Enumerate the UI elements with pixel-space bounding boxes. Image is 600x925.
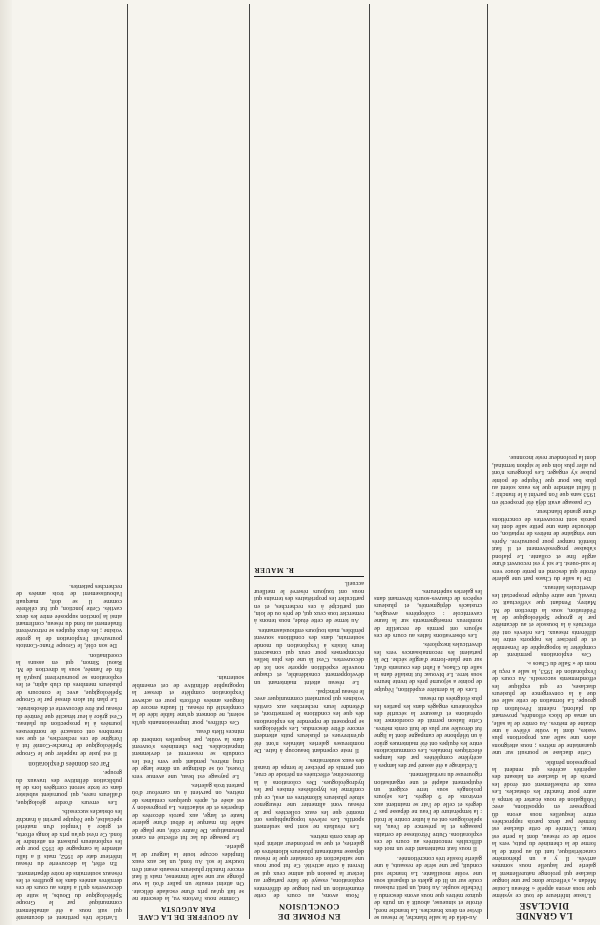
col1-paragraph: Ce passage avait déjà été prospecté en 1953 sans que l'on parvînt à le franchir ; il fallut attendre que les eaux soient au plus bas pour que l'équipe de pointe puisse s'y engager. Les plongeurs n'ont pu aller plus loin que le siphon terminal, dont la profondeur reste inconnue. [492,454,596,506]
col3-paragraph: Nous avons, au cours de cette énumération un peu longue de différentes explorations, essayé de faire partager au lecteur la passion qui anime ceux qui se livrent à cette activité. Ce fut pour nous une satisfaction de constater que le réseau dépasse maintenant plusieurs kilomètres de galeries, et que sa profondeur atteint près de deux cents mètres. [254,832,364,899]
col1-paragraph: Cette diaclase se poursuit sur une quarantaine de mètres ; nous atteignons alors une salle aux proportions plus vastes, dont la voûte s'élève à une dizaine de mètres. Au centre de la salle, un amas de blocs effondrés, provenant du plafond, ralentit l'évolution du groupe. La formation de cette salle est due à la convergence de plusieurs diaclases, ce qui explique les effondrements successifs. Au cours de l'exploration de 1953, la salle a reçu le nom de « Salle du Chaos ». [492,660,596,757]
col5-paragraph: En effet, la découverte du réseau inférieur date de 1952, mais il a fallu attendre la campagne de 1953 pour que les explorateurs puissent en atteindre le fond. Ce n'est qu'au prix de longs efforts, et grâce à l'emploi d'un matériel spécialisé, que l'équipe parvint à franchir les obstacles successifs. [16,808,122,868]
col1-paragraph: De la salle du Chaos part une galerie étroite qui descend en pente douce vers le sud-ouest. Le sol y est recouvert d'une argile fine et collante. Le plafond s'abaisse progressivement et il faut bientôt ramper pour poursuivre. Après une vingtaine de mètres de reptation, on débouche dans une petite salle dont les parois sont recouvertes de concrétions d'une grande blancheur. [492,508,596,582]
col2-paragraph: L'éclairage a été assuré par des lampes à acétylène complétées par des lampes électriques frontales. Les communications entre les équipes ont été maintenues grâce à un téléphone de campagne dont la ligne fut déroulée sur plus de huit cents mètres. Cette liaison permit de coordonner les opérations et d'assurer la sécurité des explorateurs engagés dans les parties les plus éloignées du réseau. [374,695,482,769]
col2-paragraph: Il nous faut maintenant dire un mot des difficultés rencontrées au cours de ces explorations. Outre l'étroitesse de certains passages et la présence de l'eau, les spéléologues ont eu à lutter contre le froid : la température de l'eau ne dépasse pas 7 degrés et celle de l'air se maintient aux environs de 9 degrés. Les séjours prolongés sous terre exigent un équipement adapté et une organisation rigoureuse du ravitaillement. [374,771,482,853]
col4-paragraph: Comme nous l'avions vu, la descente ne se fait qu'au prix d'une escalade délicate. On atteint ensuite un palier d'où la vue plonge sur une salle immense, mais il faut encore franchir plusieurs ressauts avant d'en toucher le sol. Au fond, un lac aux eaux limpides occupe toute la largeur de la galerie. [132,843,244,903]
author-signature: R. MAUER [254,565,294,574]
section-heading-augusta: AU GOUFFRE DE LA CAVE PAR AUGUSTA [137,904,239,921]
article-column-2 [374,4,482,921]
col3-paragraph: Les résultats ne sont pas seulement sportifs. Les relevés topographiques ont montré que les eaux collectées par le réseau vont alimenter une résurgence située plusieurs kilomètres en aval, ce qui confirme les hypothèses émises par les hydrogéologues. Des colorations à la fluorescéine, effectuées en période de crue, ont permis de préciser le temps de transit des eaux souterraines. [254,756,364,831]
col3-paragraph: Le réseau atteint maintenant un développement considérable, et chaque nouvelle expédition apporte son lot de découvertes. C'est là une des plus belles récompenses pour ceux qui consacrent leurs loisirs à l'exploration du monde souterrain, dans des conditions souvent pénibles, mais toujours enthousiasmantes. [254,626,364,686]
column-divider [487,4,488,919]
col1-paragraph: L'issue inférieure de tout ce système que nous avons appelé « Réseau Louise Médan », s'effectue donc par une longue diaclase qui prolonge naturellement la galerie par laquelle nous sommes arrivés. Il y a un phénomène caractéristique, tant dû au point de la forme de la cheminée du puits, vers la sortie de ce réseau, dont la perte est tenue. L'entrée de cette diaclase est formée par deux parois rapprochées entre lesquelles nous avons dû progresser en oppositions, avec l'obligation de nous écarter de temps à autre pour franchir les obstacles. Les eaux de ruissellement ont érodé les parois de la diaclase en laissant des aspérités acérées qui rendent la progression pénible. [492,758,596,899]
credit-line: Par ces données d'exploration [28,759,110,767]
col1-paragraph: Ces explorations permirent de compléter la topographie de l'ensemble et de préciser les rapports entre les différents réseaux. Les relevés ont été effectués à la boussole et au décamètre par le groupe Spéléologique de la Fédération, sous la direction de M. Matrey. Pendant que s'effectuait ce travail, une autre équipe prospectait les diverticules latéraux. [492,584,596,658]
col3-paragraph: Au terme de cette étude, nous tenons à remercier tous ceux qui, de près ou de loin, ont participé à ces recherches, et en particulier les propriétaires des terrains qui nous ont toujours réservé le meilleur accueil. [254,580,364,625]
article-column-5 [16,4,122,921]
article-column-4 [132,4,244,921]
column-divider [369,4,370,919]
col4-paragraph: Le paysage est beau, une avenue vers l'ouest, où se distingue un dôme large de cinq mètres, pendant que vers l'est les conduits se resserrent et deviennent impraticables. Des cheminées s'ouvrent dans la voûte, par lesquelles tombent de minces filets d'eau. [132,728,244,780]
col4-paragraph: Ces chiffres, pour impressionnants qu'ils soient, ne donnent qu'une faible idée de la complexité du réseau. Il faudra encore de longues années d'efforts pour en achever l'exploration complète et dresser la topographie définitive de cet ensemble souterrain. [132,674,244,726]
article-column-1 [492,4,596,921]
section-heading-conclusion: EN FORME DE CONCLUSION [277,902,341,921]
section-heading-grande-diaclase: LA GRANDE DIACLASE [515,901,573,921]
col2-paragraph: Au-delà de la salle blanche, le réseau se divise en deux branches. La branche nord, étroite et sinueuse, aboutit à un puits de quinze mètres que nous avons descendu à l'échelle souple. Au fond, un petit ruisseau coule sur un lit de galets et disparaît sous une voûte mouillante. La branche sud conduit, par une série de ressauts, à une galerie fossile très concrétionnée. [374,854,482,921]
col5-paragraph: Le plan fut alors dressé par le Groupe Spéléologique, avec le concours de plusieurs membres du club alpin, et les explorations se poursuivirent jusqu'à la fin de l'année, sous la direction de M. Raoul Simon, qui en assura la coordination. [16,651,122,704]
col5-paragraph: Les erreurs d'ordre géologique, d'ailleurs rares, qui pourraient subsister dans ce texte seront corrigées lors de la publication définitive des travaux du groupe. [16,769,122,806]
column-divider [127,4,128,919]
column-divider [249,4,250,919]
col4-paragraph: Le passage du lac fut effectué en canot pneumatique. De l'autre côté, une plage de sable fin marque le début d'une galerie haute et large, aux parois décorées de draperies et de stalactites. La progression y est aisée et, après quelques centaines de mètres, on parvient à un carrefour d'où partent trois galeries. [132,782,244,841]
col2-paragraph: Les observations faites au cours de ces séjours ont permis de recueillir de nombreux renseignements sur la faune cavernicole : coléoptères aveugles, crustacés dépigmentés, et plusieurs espèces de chauves-souris hivernant dans les galeries supérieures. [374,587,482,639]
page-left-edge [0,0,12,925]
article-column-3 [254,4,364,921]
col5-paragraph: Il est juste de rappeler que le Groupe Spéléologique de Franche-Comté fut à l'origine de ces recherches, et que ses membres ont consacré de nombreuses journées à la prospection du plateau. C'est grâce à leur ténacité que l'entrée du réseau put être découverte et désobstruée. [16,705,122,757]
col2-paragraph: Lors de la dernière expédition, l'équipe de pointe a séjourné près de trente heures sous terre. Le bivouac fut installé dans la salle du Chaos, à l'abri des courants d'air, sur une plate-forme d'argile sèche. De là partaient les reconnaissances vers les diverticules inexplorés. [374,641,482,693]
col5-paragraph: L'article très pertinent et documenté qui suit nous a été aimablement communiqué par le Groupe Spéléologique du Doubs, la suite de découvertes qu'il a faites au cours de ces dernières années dans les gouffres et les réseaux souterrains de notre département. [16,869,122,921]
col3-paragraph: Il reste cependant beaucoup à faire. De nombreuses galeries latérales n'ont été qu'entrevues et plusieurs puits attendent encore d'être descendus. Les spéléologues se proposent de reprendre les explorations dès que les conditions le permettront, et d'étendre leurs recherches aux cavités voisines qui pourraient communiquer avec le réseau principal. [254,688,364,755]
col5-paragraph: De son côté, le Groupe Franc-Comtois poursuivait l'exploration de la grotte voisine ; les deux équipes se retrouvèrent finalement au fond du réseau, confirmant ainsi la jonction supposée entre les deux cavités. Cette jonction, qui fut célébrée comme il se doit, marquait l'aboutissement de trois années de recherches patientes. [16,582,122,650]
upside-down-article-sheet [12,0,600,925]
signature-rule [254,576,364,577]
